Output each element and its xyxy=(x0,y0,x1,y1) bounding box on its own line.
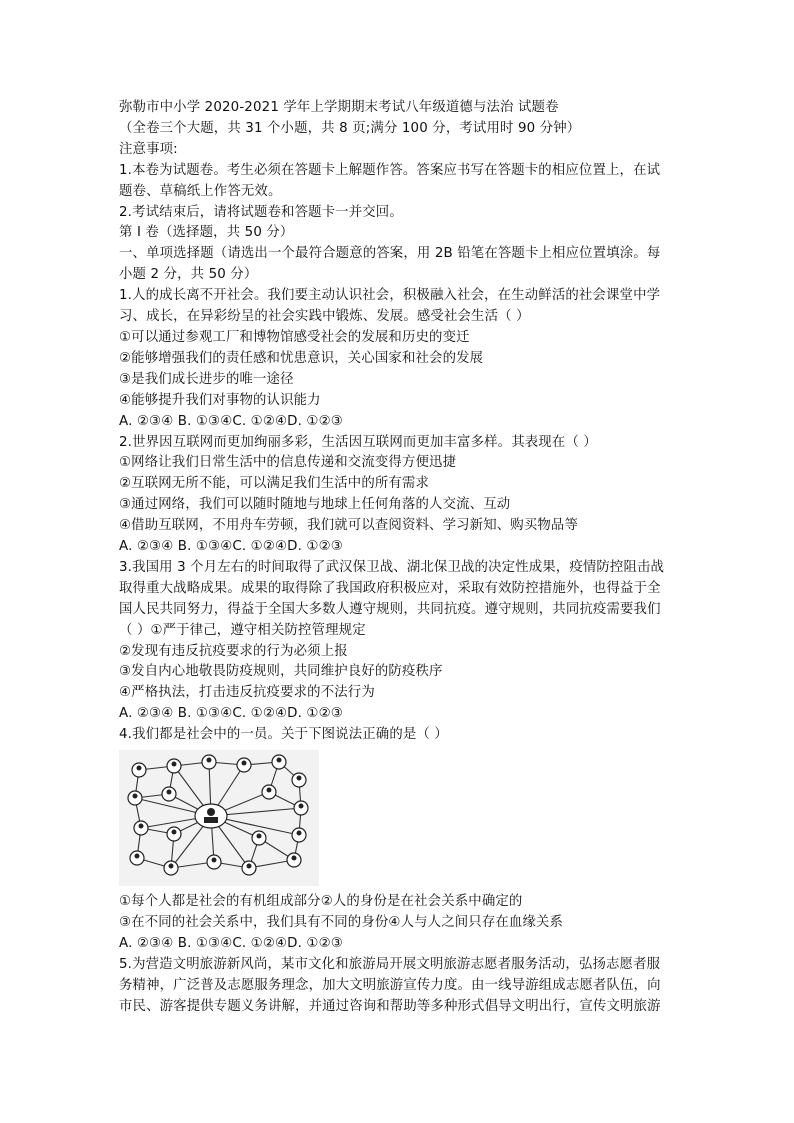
q4-choices: A. ②③④ B. ①③④C. ①②④D. ①②③ xyxy=(119,935,343,951)
q2-stem: 2.世界因互联网而更加绚丽多彩，生活因互联网而更加丰富多样。其表现在（ ） xyxy=(119,434,597,450)
q1-option-4: ④能够提升我们对事物的认识能力 xyxy=(119,392,321,408)
q2-option-4: ④借助互联网，不用舟车劳顿，我们就可以查阅资料、学习新知、购买物品等 xyxy=(119,518,578,534)
social-network-figure xyxy=(119,750,319,886)
notice-item-2: 2.考试结束后，请将试题卷和答题卡一并交回。 xyxy=(119,204,403,220)
q2-option-3: ③通过网络，我们可以随时随地与地球上任何角落的人交流、互动 xyxy=(119,497,511,513)
social-network-diagram-icon xyxy=(119,750,319,886)
notice-heading: 注意事项: xyxy=(119,141,178,157)
q3-choices: A. ②③④ B. ①③④C. ①②④D. ①②③ xyxy=(119,706,343,722)
q1-stem-a: 1.人的成长离不开社会。我们要主动认识社会，积极融入社会，在生动鲜活的社会课堂中学 xyxy=(119,288,661,304)
q2-option-1: ①网络让我们日常生活中的信息传递和交流变得方便迅捷 xyxy=(119,455,457,471)
q5-stem-a: 5.为营造文明旅游新风尚，某市文化和旅游局开展文明旅游志愿者服务活动，弘扬志愿者服 xyxy=(119,956,661,972)
q3-stem-b: 取得重大战略成果。成果的取得除了我国政府积极应对，采取有效防控措施外，也得益于全 xyxy=(119,580,661,596)
q2-choices: A. ②③④ B. ①③④C. ①②④D. ①②③ xyxy=(119,539,343,555)
q3-option-2: ②发现有违反抗疫要求的行为必须上报 xyxy=(119,643,348,659)
q4-stem: 4.我们都是社会中的一员。关于下图说法正确的是（ ） xyxy=(119,727,448,743)
q5-stem-b: 务精神，广泛普及志愿服务理念，加大文明旅游宣传力度。由一线导游组成志愿者队伍，向 xyxy=(119,977,661,993)
section-instruction-b: 小题 2 分，共 50 分） xyxy=(119,267,258,283)
q3-option-4: ④严格执法，打击违反抗疫要求的不法行为 xyxy=(119,685,375,701)
q5-stem-c: 市民、游客提供专题义务讲解，并通过咨询和帮助等多种形式倡导文明出行，宣传文明旅游 xyxy=(119,998,661,1014)
q3-option-3: ③发自内心地敬畏防疫规则，共同维护良好的防疫秩序 xyxy=(119,664,443,680)
volume-heading: 第 I 卷（选择题，共 50 分） xyxy=(119,225,294,241)
q1-option-3: ③是我们成长进步的唯一途径 xyxy=(119,371,294,387)
section-instruction-a: 一、单项选择题（请选出一个最符合题意的答案，用 2B 铅笔在答题卡上相应位置填涂。每 xyxy=(119,246,661,262)
q3-stem-c: 国人民共同努力，得益于全国大多数人遵守规则，共同抗疫。遵守规则，共同抗疫需要我们 xyxy=(119,601,661,617)
q1-choices: A. ②③④ B. ①③④C. ①②④D. ①②③ xyxy=(119,413,343,429)
q2-option-2: ②互联网无所不能，可以满足我们生活中的所有需求 xyxy=(119,476,430,492)
q1-stem-b: 习、成长，在异彩纷呈的社会实践中锻炼、发展。感受社会生活（ ） xyxy=(119,309,530,325)
exam-title: 弥勒市中小学 2020-2021 学年上学期期末考试八年级道德与法治 试题卷 xyxy=(119,100,559,115)
exam-subtitle: （全卷三个大题，共 31 个小题，共 8 页;满分 100 分，考试用时 90 分钟） xyxy=(119,120,581,136)
notice-item-1b: 题卷、草稿纸上作答无效。 xyxy=(119,183,282,199)
q3-stem-d: （ ）①严于律己，遵守相关防控管理规定 xyxy=(119,622,366,638)
q1-option-2: ②能够增强我们的责任感和忧患意识，关心国家和社会的发展 xyxy=(119,350,484,366)
q3-stem-a: 3.我国用 3 个月左右的时间取得了武汉保卫战、湖北保卫战的决定性成果，疫情防控阻击战 xyxy=(119,559,665,575)
q4-option-3-4: ③在不同的社会关系中，我们具有不同的身份④人与人之间只存在血缘关系 xyxy=(119,915,564,930)
notice-item-1a: 1.本卷为试题卷。考生必须在答题卡上解题作答。答案应书写在答题卡的相应位置上，在试 xyxy=(119,162,661,178)
q1-option-1: ①可以通过参观工厂和博物馆感受社会的发展和历史的变迁 xyxy=(119,329,470,345)
q4-option-1-2: ①每个人都是社会的有机组成部分②人的身份是在社会关系中确定的 xyxy=(119,894,523,910)
exam-page xyxy=(119,98,679,1018)
